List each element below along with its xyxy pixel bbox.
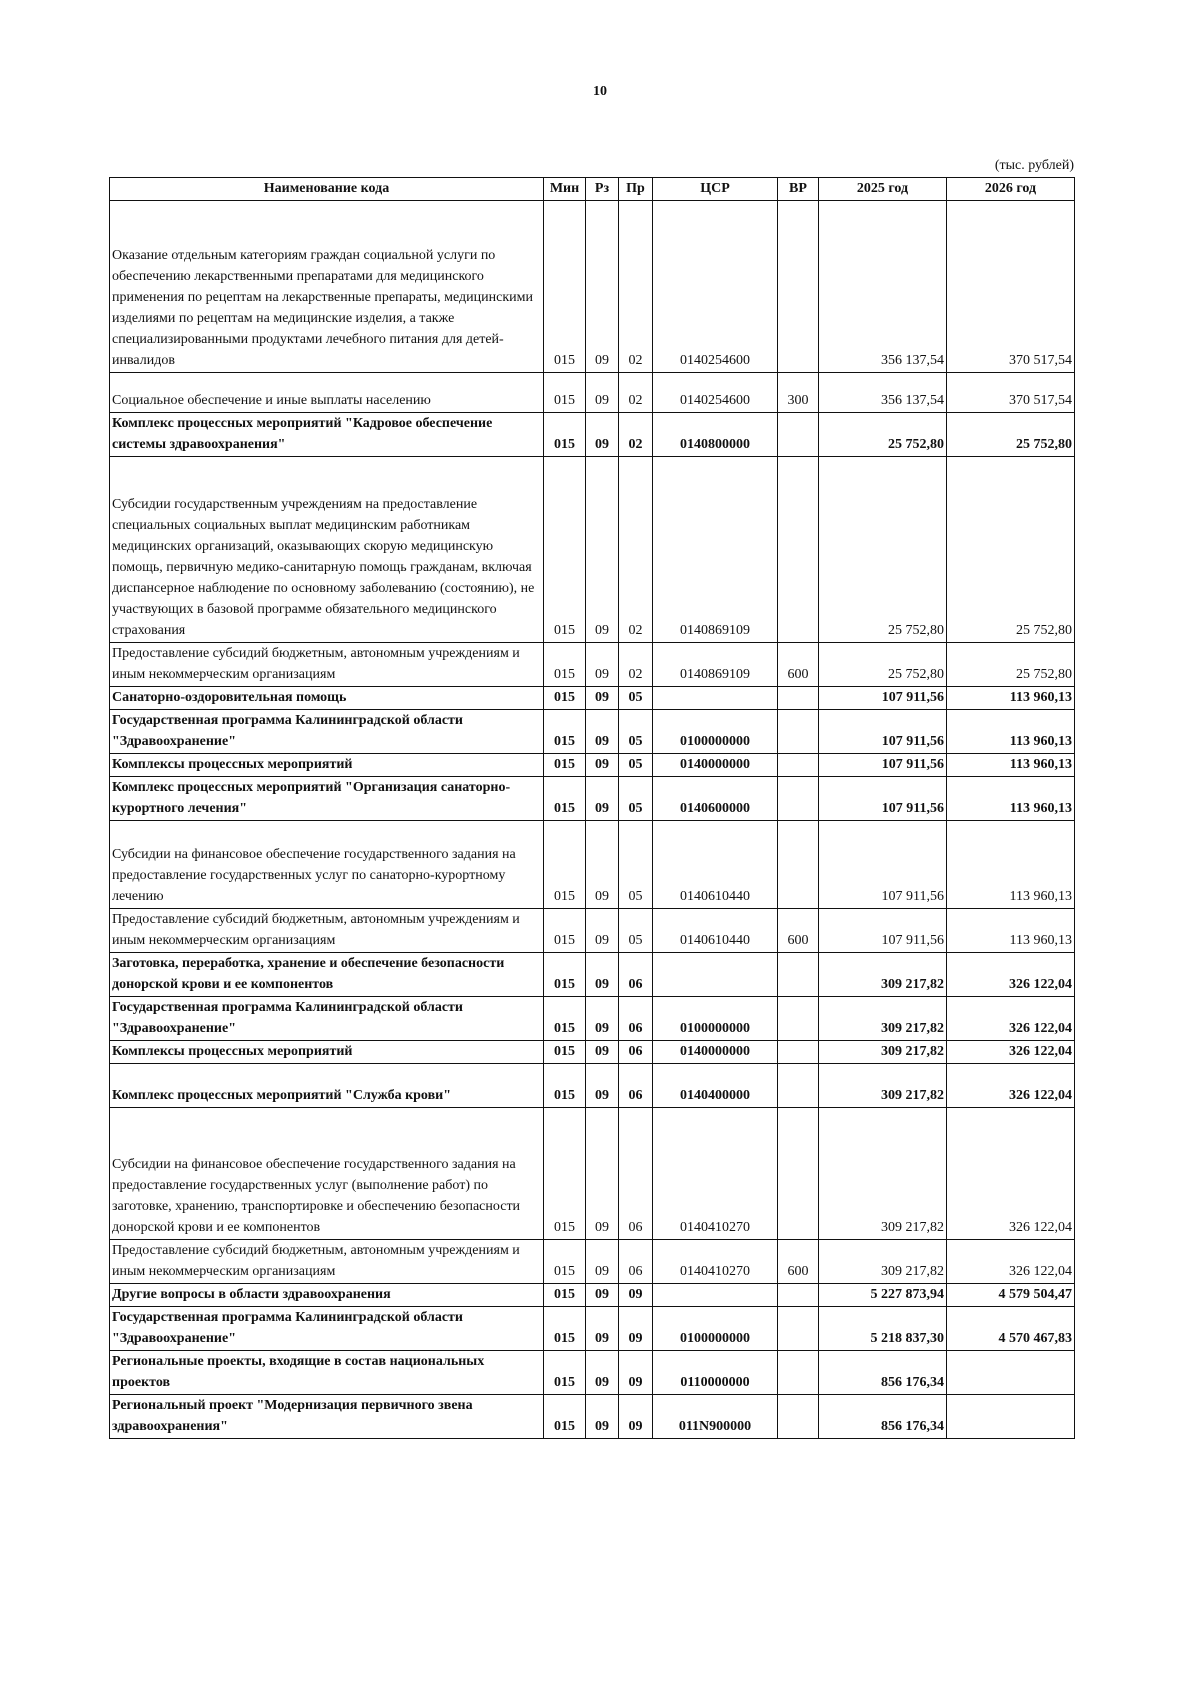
table-row xyxy=(110,1284,1075,1307)
cell-csr: 0100000000 xyxy=(653,710,778,754)
cell-2026: 326 122,04 xyxy=(947,1108,1075,1240)
cell-2025: 25 752,80 xyxy=(819,457,947,643)
cell-min: 015 xyxy=(544,1395,586,1439)
cell-rz: 09 xyxy=(586,1240,619,1284)
cell-2026: 326 122,04 xyxy=(947,1041,1075,1064)
table-row xyxy=(110,821,1075,909)
table-row xyxy=(110,710,1075,754)
cell-min: 015 xyxy=(544,1284,586,1307)
cell-2026: 326 122,04 xyxy=(947,953,1075,997)
cell-csr: 0140610440 xyxy=(653,909,778,953)
cell-rz: 09 xyxy=(586,1395,619,1439)
cell-vr xyxy=(778,1284,819,1307)
cell-2026: 326 122,04 xyxy=(947,997,1075,1041)
cell-rz: 09 xyxy=(586,953,619,997)
cell-name: Государственная программа Калининградской области "Здравоохранение" xyxy=(110,997,544,1041)
cell-name: Предоставление субсидий бюджетным, автономным учреждениям и иным некоммерческим организациям xyxy=(110,909,544,953)
cell-csr: 0140254600 xyxy=(653,373,778,413)
col-header-2025: 2025 год xyxy=(819,178,947,201)
cell-vr: 600 xyxy=(778,909,819,953)
cell-2025: 309 217,82 xyxy=(819,1064,947,1108)
cell-min: 015 xyxy=(544,1064,586,1108)
cell-2026 xyxy=(947,1351,1075,1395)
col-header-2026: 2026 год xyxy=(947,178,1075,201)
cell-pr: 02 xyxy=(619,643,653,687)
cell-csr: 0140869109 xyxy=(653,643,778,687)
cell-min: 015 xyxy=(544,201,586,373)
cell-csr: 0140000000 xyxy=(653,754,778,777)
table-row xyxy=(110,1108,1075,1240)
table-row xyxy=(110,909,1075,953)
cell-rz: 09 xyxy=(586,754,619,777)
cell-csr: 0140610440 xyxy=(653,821,778,909)
cell-min: 015 xyxy=(544,413,586,457)
cell-name: Комплексы процессных мероприятий xyxy=(110,754,544,777)
cell-vr: 300 xyxy=(778,373,819,413)
cell-2025: 107 911,56 xyxy=(819,754,947,777)
cell-csr xyxy=(653,953,778,997)
cell-pr: 05 xyxy=(619,687,653,710)
cell-rz: 09 xyxy=(586,1307,619,1351)
cell-csr: 0140800000 xyxy=(653,413,778,457)
cell-min: 015 xyxy=(544,754,586,777)
cell-pr: 05 xyxy=(619,909,653,953)
cell-pr: 06 xyxy=(619,953,653,997)
cell-min: 015 xyxy=(544,687,586,710)
col-header-csr: ЦСР xyxy=(653,178,778,201)
cell-2025: 107 911,56 xyxy=(819,821,947,909)
cell-2026: 113 960,13 xyxy=(947,687,1075,710)
cell-name: Региональный проект "Модернизация первичного звена здравоохранения" xyxy=(110,1395,544,1439)
cell-2025: 856 176,34 xyxy=(819,1351,947,1395)
cell-rz: 09 xyxy=(586,373,619,413)
cell-min: 015 xyxy=(544,997,586,1041)
col-header-pr: Пр xyxy=(619,178,653,201)
cell-vr xyxy=(778,1351,819,1395)
cell-2026: 113 960,13 xyxy=(947,710,1075,754)
cell-pr: 05 xyxy=(619,821,653,909)
cell-csr: 0140254600 xyxy=(653,201,778,373)
cell-vr xyxy=(778,1108,819,1240)
cell-name: Предоставление субсидий бюджетным, автономным учреждениям и иным некоммерческим организациям xyxy=(110,1240,544,1284)
cell-name: Комплекс процессных мероприятий "Кадровое обеспечение системы здравоохранения" xyxy=(110,413,544,457)
cell-2025: 309 217,82 xyxy=(819,1240,947,1284)
cell-vr xyxy=(778,997,819,1041)
cell-csr: 0140400000 xyxy=(653,1064,778,1108)
cell-csr xyxy=(653,1284,778,1307)
cell-vr xyxy=(778,1307,819,1351)
cell-2026: 370 517,54 xyxy=(947,201,1075,373)
cell-2026: 4 579 504,47 xyxy=(947,1284,1075,1307)
cell-vr xyxy=(778,754,819,777)
col-header-name: Наименование кода xyxy=(110,178,544,201)
cell-2026: 113 960,13 xyxy=(947,777,1075,821)
cell-2025: 107 911,56 xyxy=(819,777,947,821)
cell-2025: 856 176,34 xyxy=(819,1395,947,1439)
cell-vr: 600 xyxy=(778,1240,819,1284)
table-body xyxy=(110,201,1075,1439)
cell-2025: 25 752,80 xyxy=(819,643,947,687)
cell-rz: 09 xyxy=(586,1108,619,1240)
table-row xyxy=(110,777,1075,821)
cell-pr: 05 xyxy=(619,777,653,821)
cell-2025: 5 227 873,94 xyxy=(819,1284,947,1307)
cell-name: Санаторно-оздоровительная помощь xyxy=(110,687,544,710)
cell-rz: 09 xyxy=(586,413,619,457)
cell-csr: 0140869109 xyxy=(653,457,778,643)
table-row xyxy=(110,1307,1075,1351)
cell-pr: 09 xyxy=(619,1284,653,1307)
cell-2026: 370 517,54 xyxy=(947,373,1075,413)
cell-name: Комплексы процессных мероприятий xyxy=(110,1041,544,1064)
cell-2025: 25 752,80 xyxy=(819,413,947,457)
cell-name: Социальное обеспечение и иные выплаты населению xyxy=(110,373,544,413)
cell-rz: 09 xyxy=(586,1064,619,1108)
cell-2026 xyxy=(947,1395,1075,1439)
cell-csr: 0110000000 xyxy=(653,1351,778,1395)
cell-csr: 0140410270 xyxy=(653,1108,778,1240)
cell-pr: 06 xyxy=(619,1240,653,1284)
cell-vr xyxy=(778,710,819,754)
table-row xyxy=(110,457,1075,643)
cell-rz: 09 xyxy=(586,1284,619,1307)
units-note: (тыс. рублей) xyxy=(994,158,1074,173)
cell-pr: 06 xyxy=(619,1041,653,1064)
cell-rz: 09 xyxy=(586,909,619,953)
table-row xyxy=(110,1351,1075,1395)
cell-name: Предоставление субсидий бюджетным, автономным учреждениям и иным некоммерческим организациям xyxy=(110,643,544,687)
cell-min: 015 xyxy=(544,1240,586,1284)
cell-csr: 011N900000 xyxy=(653,1395,778,1439)
table-row xyxy=(110,1041,1075,1064)
cell-2026: 25 752,80 xyxy=(947,643,1075,687)
cell-rz: 09 xyxy=(586,687,619,710)
cell-name: Заготовка, переработка, хранение и обеспечение безопасности донорской крови и ее компонентов xyxy=(110,953,544,997)
cell-2025: 5 218 837,30 xyxy=(819,1307,947,1351)
cell-name: Субсидии государственным учреждениям на предоставление специальных социальных выплат медицинским работникам медицинских организаций, оказывающих скорую медицинскую помощь, первичную медико-санитарную помощь гражданам, включая диспансерное наблюдение по основному заболеванию (состоянию), не участвующих в базовой программе обязательного медицинского страхования xyxy=(110,457,544,643)
cell-pr: 09 xyxy=(619,1395,653,1439)
col-header-rz: Рз xyxy=(586,178,619,201)
cell-2025: 356 137,54 xyxy=(819,373,947,413)
cell-vr xyxy=(778,1395,819,1439)
cell-min: 015 xyxy=(544,777,586,821)
cell-pr: 06 xyxy=(619,997,653,1041)
cell-2026: 326 122,04 xyxy=(947,1240,1075,1284)
table-row xyxy=(110,413,1075,457)
budget-table xyxy=(109,177,1075,1439)
cell-vr xyxy=(778,457,819,643)
table-row xyxy=(110,201,1075,373)
cell-pr: 02 xyxy=(619,413,653,457)
cell-2025: 107 911,56 xyxy=(819,909,947,953)
cell-vr xyxy=(778,821,819,909)
page-number: 10 xyxy=(593,84,607,99)
cell-pr: 09 xyxy=(619,1307,653,1351)
cell-2025: 309 217,82 xyxy=(819,1041,947,1064)
table-row xyxy=(110,1064,1075,1108)
cell-2026: 113 960,13 xyxy=(947,754,1075,777)
cell-2025: 309 217,82 xyxy=(819,953,947,997)
cell-min: 015 xyxy=(544,1108,586,1240)
cell-csr: 0140600000 xyxy=(653,777,778,821)
cell-min: 015 xyxy=(544,1307,586,1351)
cell-pr: 02 xyxy=(619,457,653,643)
cell-rz: 09 xyxy=(586,457,619,643)
cell-pr: 09 xyxy=(619,1351,653,1395)
cell-min: 015 xyxy=(544,373,586,413)
cell-2025: 107 911,56 xyxy=(819,710,947,754)
cell-name: Субсидии на финансовое обеспечение государственного задания на предоставление государственных услуг (выполнение работ) по заготовке, хранению, транспортировке и обеспечению безопасности донорской крови и ее компонентов xyxy=(110,1108,544,1240)
cell-rz: 09 xyxy=(586,997,619,1041)
cell-pr: 02 xyxy=(619,373,653,413)
cell-min: 015 xyxy=(544,953,586,997)
table-row xyxy=(110,953,1075,997)
cell-2026: 326 122,04 xyxy=(947,1064,1075,1108)
table-row xyxy=(110,373,1075,413)
cell-2026: 113 960,13 xyxy=(947,909,1075,953)
cell-csr: 0100000000 xyxy=(653,997,778,1041)
cell-name: Государственная программа Калининградской области "Здравоохранение" xyxy=(110,710,544,754)
cell-name: Комплекс процессных мероприятий "Организация санаторно-курортного лечения" xyxy=(110,777,544,821)
cell-csr: 0140410270 xyxy=(653,1240,778,1284)
cell-2026: 25 752,80 xyxy=(947,413,1075,457)
cell-min: 015 xyxy=(544,1041,586,1064)
cell-rz: 09 xyxy=(586,710,619,754)
cell-2025: 309 217,82 xyxy=(819,997,947,1041)
cell-min: 015 xyxy=(544,909,586,953)
cell-pr: 06 xyxy=(619,1108,653,1240)
cell-vr xyxy=(778,201,819,373)
cell-min: 015 xyxy=(544,1351,586,1395)
cell-rz: 09 xyxy=(586,1351,619,1395)
cell-vr xyxy=(778,1064,819,1108)
col-header-vr: ВР xyxy=(778,178,819,201)
cell-vr: 600 xyxy=(778,643,819,687)
table-row xyxy=(110,1395,1075,1439)
cell-pr: 02 xyxy=(619,201,653,373)
cell-pr: 05 xyxy=(619,754,653,777)
header-row xyxy=(110,178,1075,201)
cell-2026: 4 570 467,83 xyxy=(947,1307,1075,1351)
cell-rz: 09 xyxy=(586,201,619,373)
cell-name: Региональные проекты, входящие в состав национальных проектов xyxy=(110,1351,544,1395)
cell-2025: 356 137,54 xyxy=(819,201,947,373)
cell-name: Оказание отдельным категориям граждан социальной услуги по обеспечению лекарственными препаратами для медицинского применения по рецептам на лекарственные препараты, медицинскими изделиями по рецептам на медицинские изделия, а также специализированными продуктами лечебного питания для детей-инвалидов xyxy=(110,201,544,373)
cell-name: Другие вопросы в области здравоохранения xyxy=(110,1284,544,1307)
cell-name: Комплекс процессных мероприятий "Служба крови" xyxy=(110,1064,544,1108)
cell-min: 015 xyxy=(544,643,586,687)
cell-name: Государственная программа Калининградской области "Здравоохранение" xyxy=(110,1307,544,1351)
table-row xyxy=(110,687,1075,710)
cell-vr xyxy=(778,953,819,997)
cell-2026: 25 752,80 xyxy=(947,457,1075,643)
table-row xyxy=(110,1240,1075,1284)
cell-rz: 09 xyxy=(586,643,619,687)
cell-vr xyxy=(778,687,819,710)
cell-csr: 0100000000 xyxy=(653,1307,778,1351)
cell-min: 015 xyxy=(544,821,586,909)
cell-pr: 06 xyxy=(619,1064,653,1108)
cell-vr xyxy=(778,1041,819,1064)
cell-rz: 09 xyxy=(586,1041,619,1064)
cell-name: Субсидии на финансовое обеспечение государственного задания на предоставление государственных услуг по санаторно-курортному лечению xyxy=(110,821,544,909)
cell-min: 015 xyxy=(544,457,586,643)
cell-rz: 09 xyxy=(586,777,619,821)
table-row xyxy=(110,997,1075,1041)
cell-min: 015 xyxy=(544,710,586,754)
table-row xyxy=(110,754,1075,777)
table-row xyxy=(110,643,1075,687)
cell-2025: 107 911,56 xyxy=(819,687,947,710)
cell-2025: 309 217,82 xyxy=(819,1108,947,1240)
col-header-min: Мин xyxy=(544,178,586,201)
cell-csr xyxy=(653,687,778,710)
cell-vr xyxy=(778,777,819,821)
cell-rz: 09 xyxy=(586,821,619,909)
cell-vr xyxy=(778,413,819,457)
cell-pr: 05 xyxy=(619,710,653,754)
cell-2026: 113 960,13 xyxy=(947,821,1075,909)
cell-csr: 0140000000 xyxy=(653,1041,778,1064)
